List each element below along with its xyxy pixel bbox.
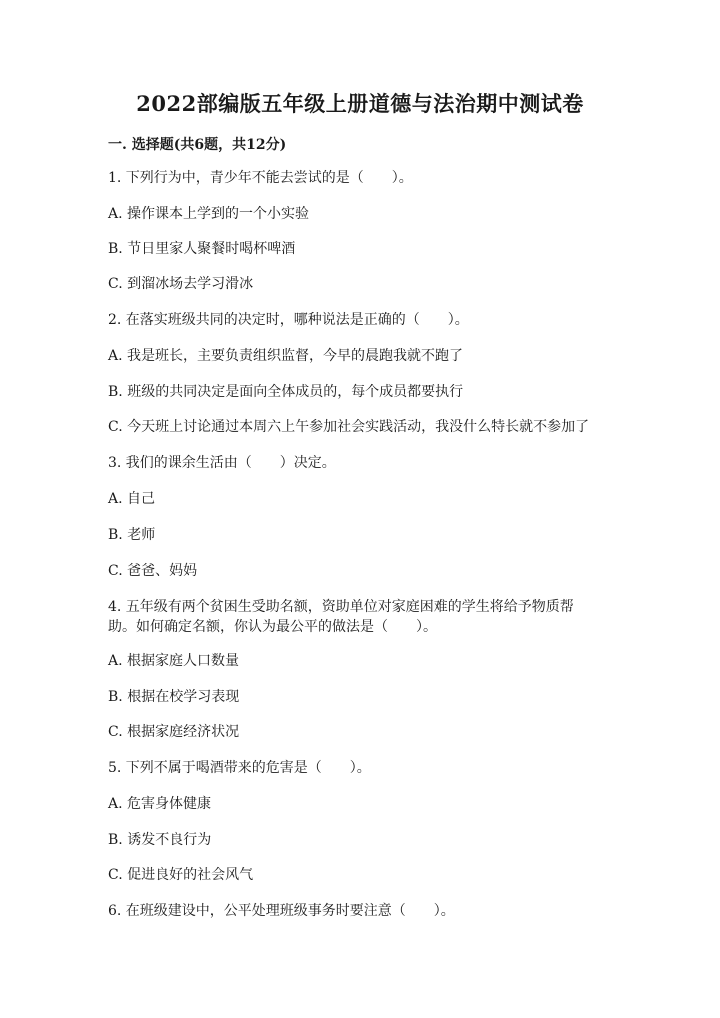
q5-option-c: C. 促进良好的社会风气 — [108, 867, 254, 883]
q3-option-b: B. 老师 — [108, 527, 156, 543]
q3-option-c: C. 爸爸、妈妈 — [108, 563, 198, 579]
q1-option-b: B. 节日里家人聚餐时喝杯啤酒 — [108, 241, 296, 257]
question-5: 5. 下列不属于喝酒带来的危害是（ ）。 — [108, 760, 371, 776]
question-4-line-1: 4. 五年级有两个贫困生受助名额，资助单位对家庭困难的学生将给予物质帮 — [108, 599, 574, 615]
q4-option-a: A. 根据家庭人口数量 — [108, 653, 240, 669]
q3-option-a: A. 自己 — [108, 491, 156, 507]
q5-option-b: B. 诱发不良行为 — [108, 832, 212, 848]
section-heading: 一. 选择题(共6题，共12分) — [108, 137, 287, 153]
q2-option-c: C. 今天班上讨论通过本周六上午参加社会实践活动，我没什么特长就不参加了 — [108, 419, 590, 435]
q2-option-a: A. 我是班长，主要负责组织监督，今早的晨跑我就不跑了 — [108, 348, 464, 364]
q1-option-c: C. 到溜冰场去学习滑冰 — [108, 276, 254, 292]
q2-option-b: B. 班级的共同决定是面向全体成员的，每个成员都要执行 — [108, 384, 464, 400]
q4-option-c: C. 根据家庭经济状况 — [108, 724, 240, 740]
question-3: 3. 我们的课余生活由（ ）决定。 — [108, 455, 336, 471]
q4-option-b: B. 根据在校学习表现 — [108, 689, 240, 705]
page-title: 2022部编版五年级上册道德与法治期中测试卷 — [136, 91, 584, 116]
question-2: 2. 在落实班级共同的决定时，哪种说法是正确的（ ）。 — [108, 312, 469, 328]
question-4-line-2: 助。如何确定名额，你认为最公平的做法是（ ）。 — [108, 619, 437, 635]
q5-option-a: A. 危害身体健康 — [108, 796, 212, 812]
q1-option-a: A. 操作课本上学到的一个小实验 — [108, 206, 310, 222]
question-6: 6. 在班级建设中，公平处理班级事务时要注意（ ）。 — [108, 903, 455, 919]
question-1: 1. 下列行为中，青少年不能去尝试的是（ ）。 — [108, 170, 413, 186]
